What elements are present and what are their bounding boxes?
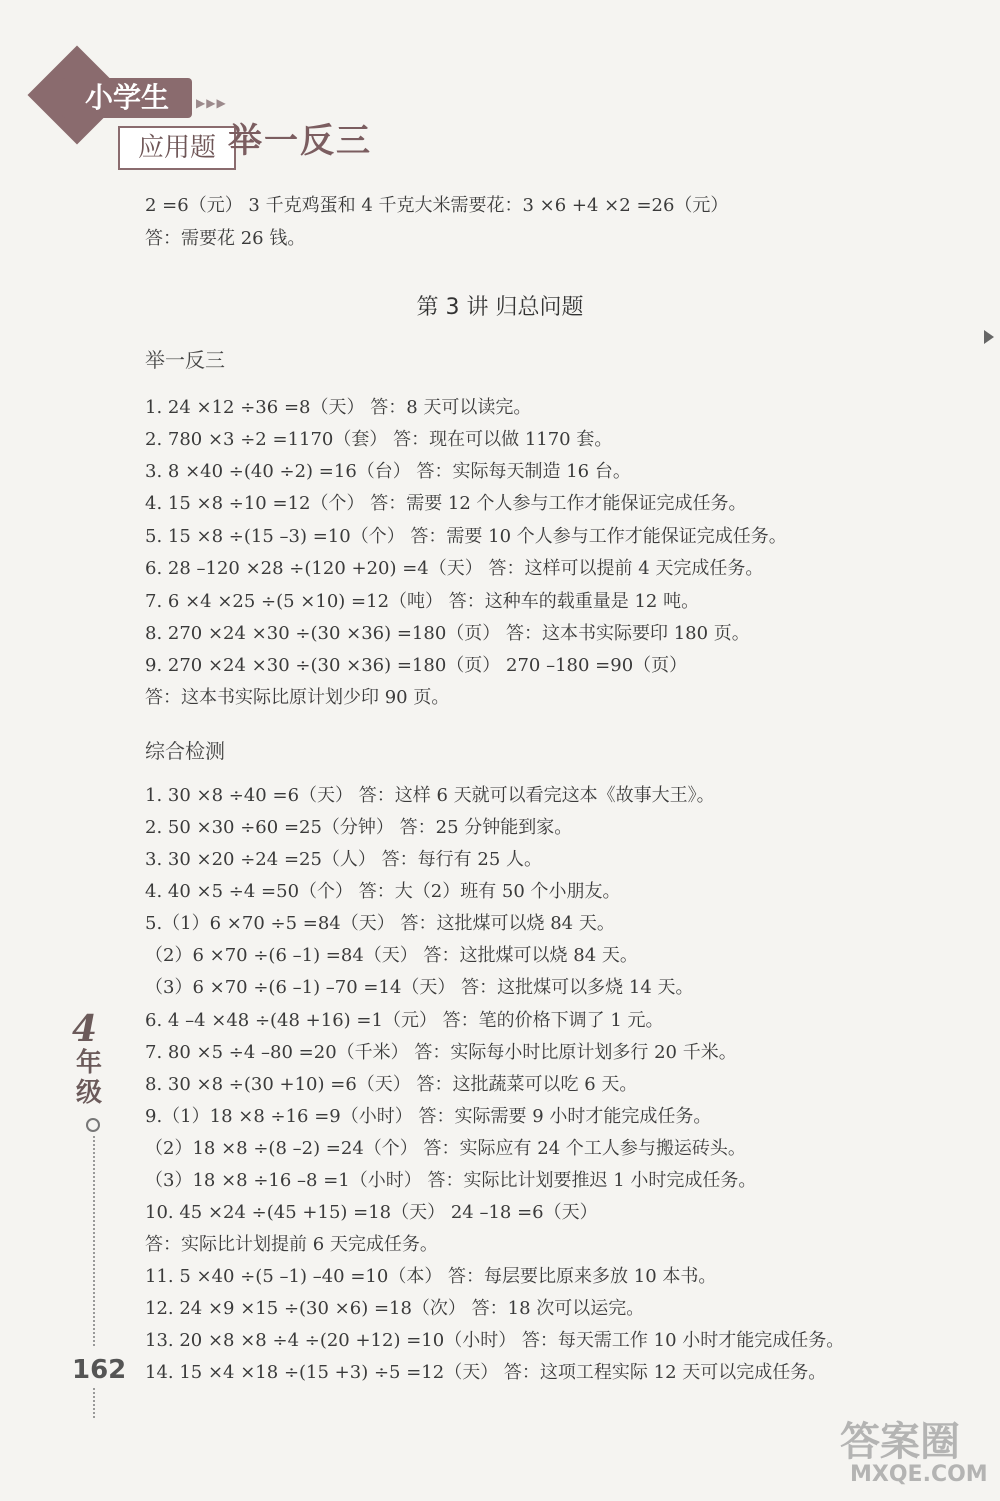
answer-line: 6. 28 –120 ×28 ÷(120 +20) =4（天） 答：这样可以提前 4 天完成任务。 <box>145 558 764 579</box>
answer-line: （3）6 ×70 ÷(6 –1) –70 =14（天） 答：这批煤可以多烧 14 天。 <box>145 977 694 998</box>
answer-line: 4. 40 ×5 ÷4 =50（个） 答：大（2）班有 50 个小朋友。 <box>145 881 621 902</box>
answer-line: 11. 5 ×40 ÷(5 –1) –40 =10（本） 答：每层要比原来多放 10 本书。 <box>145 1266 717 1287</box>
grade-label: 年级 <box>76 1048 103 1108</box>
section-heading: 举一反三 <box>145 348 225 372</box>
page-number: 162 <box>72 1355 127 1385</box>
lesson-title: 第 3 讲 归总问题 <box>416 295 584 320</box>
dotted-divider <box>93 1388 95 1418</box>
intro-line: 答：需要花 26 钱。 <box>145 228 306 249</box>
answer-line: （2）18 ×8 ÷(8 –2) =24（个） 答：实际应有 24 个工人参与搬运砖头。 <box>145 1138 746 1159</box>
answer-line: 10. 45 ×24 ÷(45 +15) =18（天） 24 –18 =6（天） <box>145 1202 598 1223</box>
answer-line: 9.（1）18 ×8 ÷16 =9（小时） 答：实际需要 9 小时才能完成任务。 <box>145 1106 712 1127</box>
answer-line: （2）6 ×70 ÷(6 –1) =84（天） 答：这批煤可以烧 84 天。 <box>145 945 638 966</box>
watermark-logo: 答案圈 <box>840 1419 960 1465</box>
dotted-divider <box>93 1136 95 1346</box>
answer-line: （3）18 ×8 ÷16 –8 =1（小时） 答：实际比计划要推迟 1 小时完成任务。 <box>145 1170 757 1191</box>
grade-number: 4 <box>72 1008 98 1050</box>
answer-line: 8. 270 ×24 ×30 ÷(30 ×36) =180（页） 答：这本书实际要印 180 页。 <box>145 623 750 644</box>
answer-line: 5.（1）6 ×70 ÷5 =84（天） 答：这批煤可以烧 84 天。 <box>145 913 615 934</box>
arrow-icon: ▶▶▶ <box>196 96 227 110</box>
answer-line: 7. 6 ×4 ×25 ÷(5 ×10) =12（吨） 答：这种车的载重量是 12 吨。 <box>145 591 700 612</box>
book-title-box: 应用题 <box>118 126 236 170</box>
answer-line: 3. 8 ×40 ÷(40 ÷2) =16（台） 答：实际每天制造 16 台。 <box>145 461 631 482</box>
answer-line: 1. 30 ×8 ÷40 =6（天） 答：这样 6 天就可以看完这本《故事大王》。 <box>145 785 715 806</box>
answer-line: 5. 15 ×8 ÷(15 –3) =10（个） 答：需要 10 个人参与工作才能保证完成任务。 <box>145 526 787 547</box>
answer-line: 1. 24 ×12 ÷36 =8（天） 答：8 天可以读完。 <box>145 397 532 418</box>
answer-line: 3. 30 ×20 ÷24 =25（人） 答：每行有 25 人。 <box>145 849 542 870</box>
answer-line: 2. 50 ×30 ÷60 =25（分钟） 答：25 分钟能到家。 <box>145 817 573 838</box>
page-edge-arrow-icon <box>984 330 994 344</box>
answer-line: 7. 80 ×5 ÷4 –80 =20（千米） 答：实际每小时比原计划多行 20 千米。 <box>145 1042 737 1063</box>
book-subtitle: 举一反三 <box>228 121 372 161</box>
circle-icon <box>86 1118 100 1132</box>
answer-line: 9. 270 ×24 ×30 ÷(30 ×36) =180（页） 270 –180 =90（页） <box>145 655 688 676</box>
answer-line: 14. 15 ×4 ×18 ÷(15 +3) ÷5 =12（天） 答：这项工程实际 12 天可以完成任务。 <box>145 1362 827 1383</box>
answer-line: 2. 780 ×3 ÷2 =1170（套） 答：现在可以做 1170 套。 <box>145 429 613 450</box>
intro-line: 2 =6（元） 3 千克鸡蛋和 4 千克大米需要花：3 ×6 +4 ×2 =26（元） <box>145 195 729 216</box>
series-tag: 小学生 <box>62 78 192 118</box>
answer-line: 答：这本书实际比原计划少印 90 页。 <box>145 687 450 708</box>
answer-line: 6. 4 –4 ×48 ÷(48 +16) =1（元） 答：笔的价格下调了 1 元。 <box>145 1010 664 1031</box>
answer-line: 8. 30 ×8 ÷(30 +10) =6（天） 答：这批蔬菜可以吃 6 天。 <box>145 1074 638 1095</box>
watermark-url: MXQE.COM <box>850 1462 988 1487</box>
answer-line: 12. 24 ×9 ×15 ÷(30 ×6) =18（次） 答：18 次可以运完。 <box>145 1298 645 1319</box>
answer-line: 答：实际比计划提前 6 天完成任务。 <box>145 1234 438 1255</box>
section-heading: 综合检测 <box>145 739 225 763</box>
answer-line: 4. 15 ×8 ÷10 =12（个） 答：需要 12 个人参与工作才能保证完成任务。 <box>145 493 747 514</box>
answer-line: 13. 20 ×8 ×8 ÷4 ÷(20 +12) =10（小时） 答：每天需工作 10 小时才能完成任务。 <box>145 1330 845 1351</box>
